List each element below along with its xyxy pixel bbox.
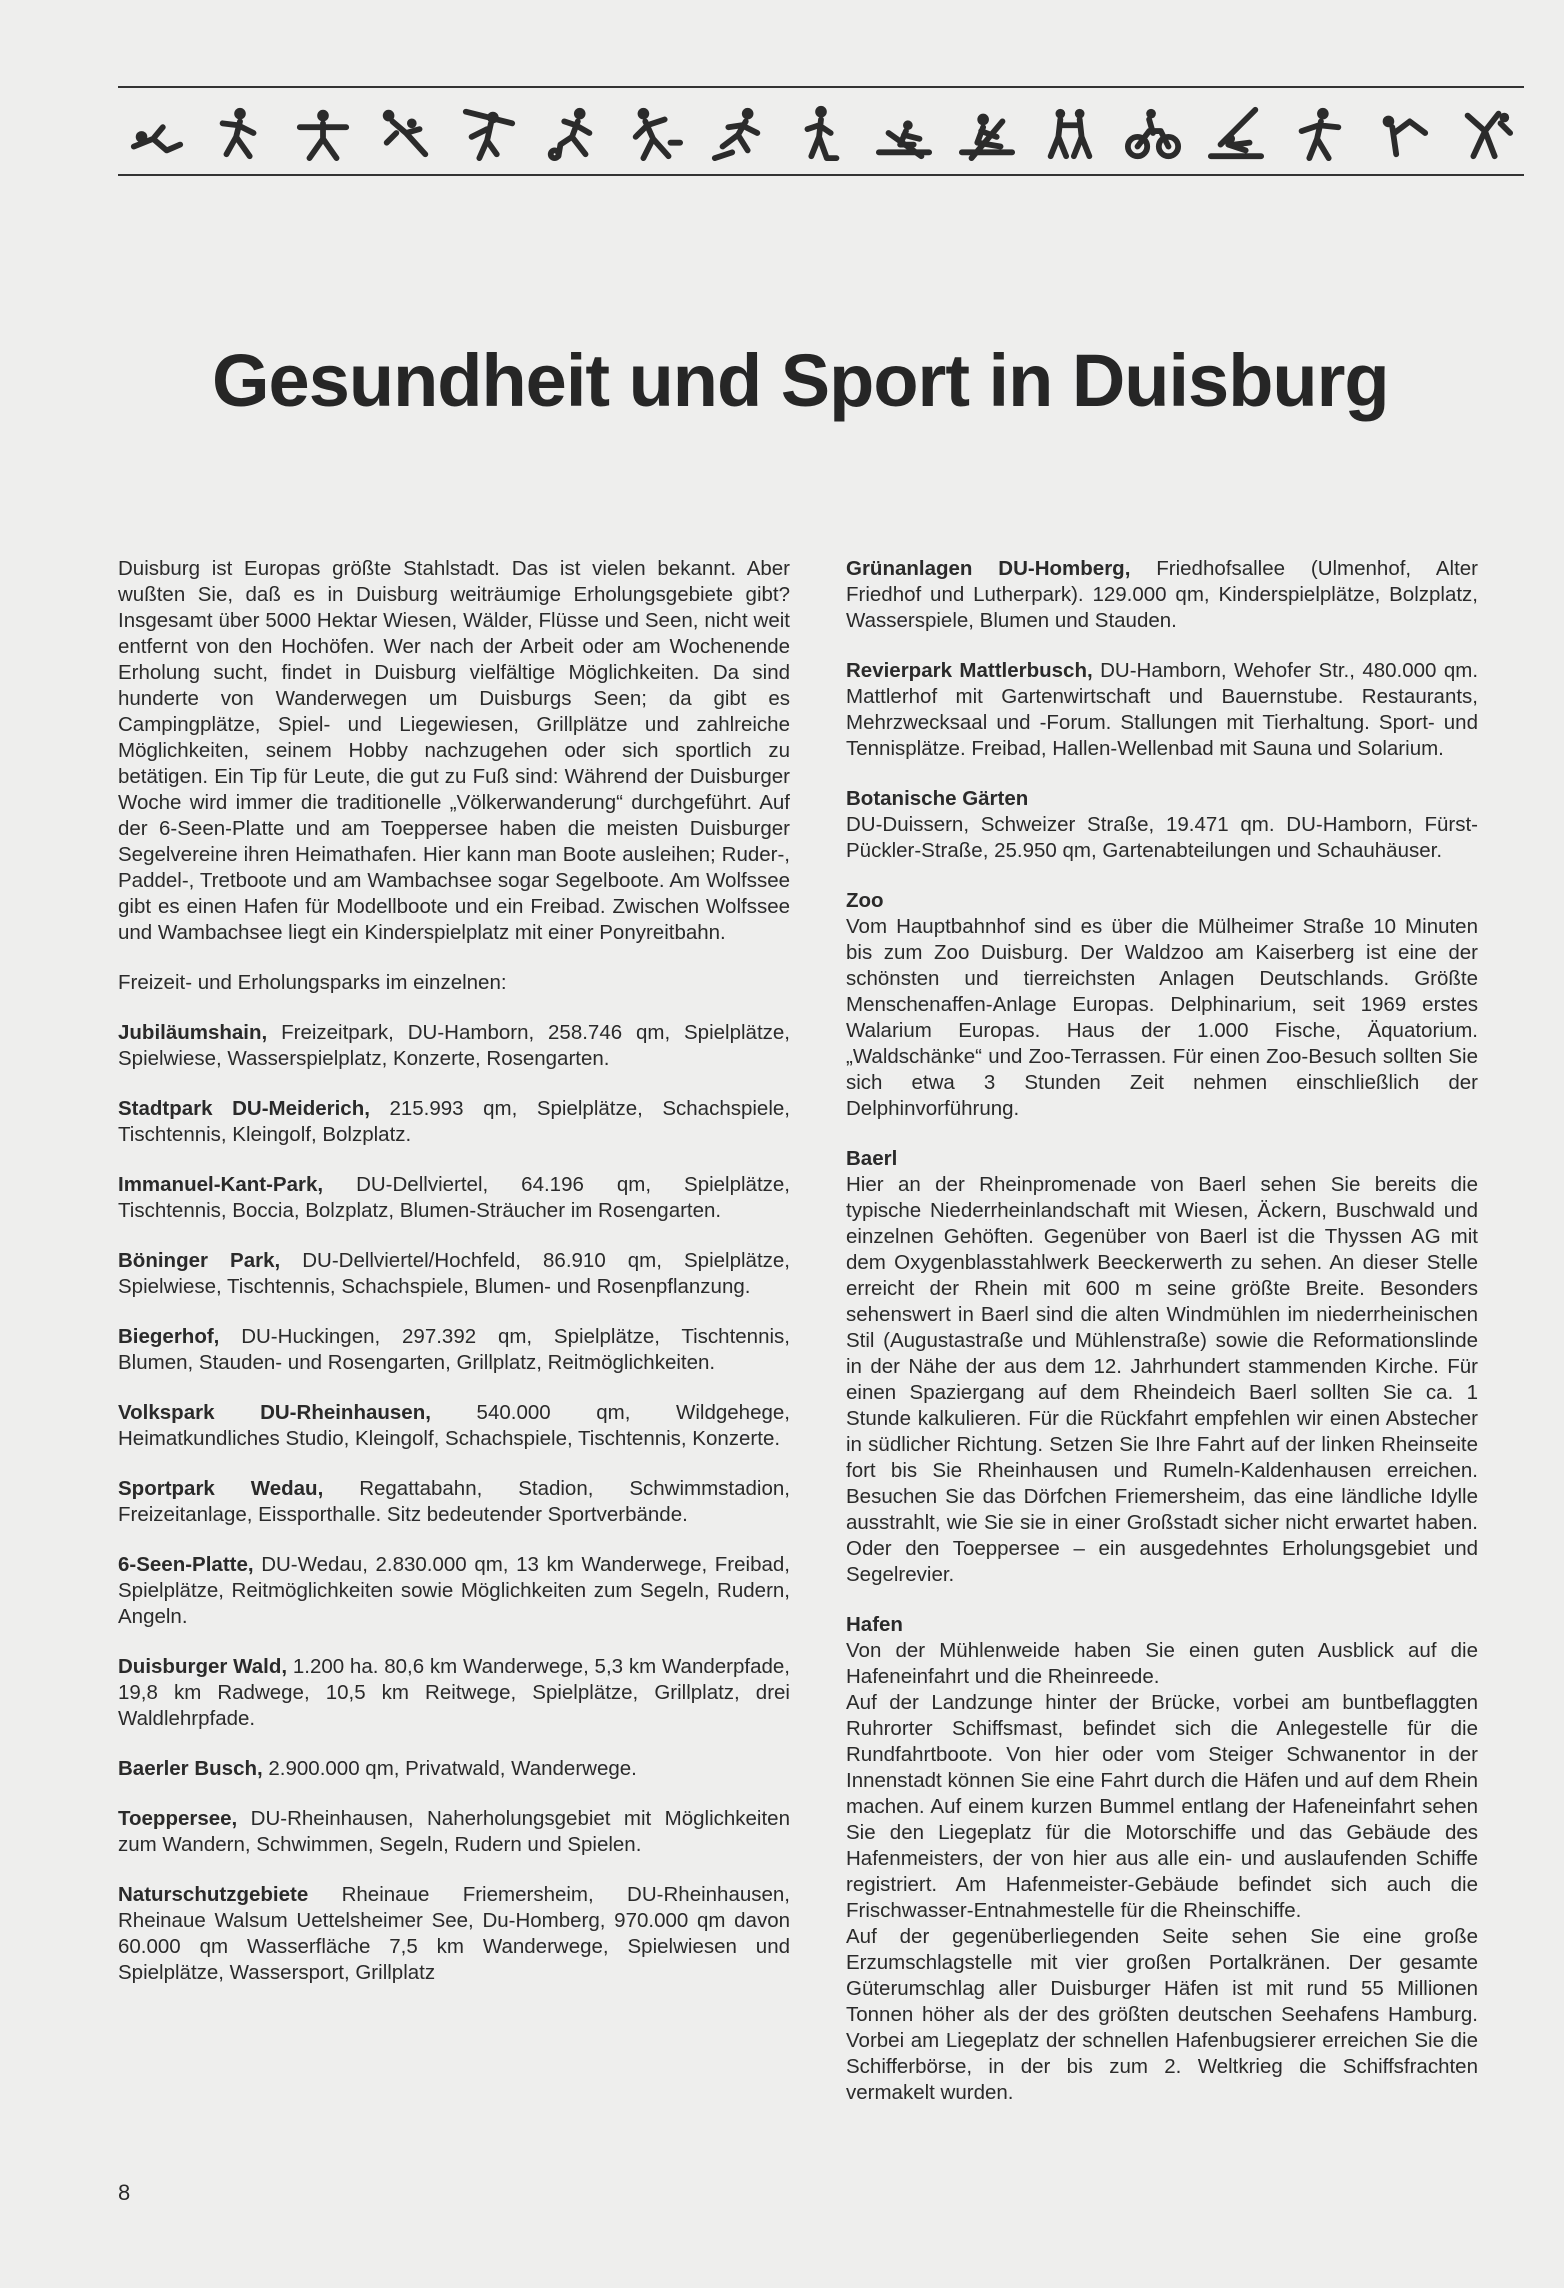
park-name: Böninger Park, (118, 1249, 281, 1272)
park-entry (118, 1020, 790, 1072)
park-text: DU-Hamborn, Wehofer Str., 480.000 qm. Mattlerhof mit Gartenwirtschaft und Bauernstube. Restaurants, Mehrzwecksaal und -Forum. Stallungen mit Tierhaltung. Sport- und Tennisplätze. Freibad, Hallen-Wellenbad mit Sauna und Solarium. (846, 659, 1479, 760)
section-botanical (846, 786, 1478, 864)
park-name: Immanuel-Kant-Park, (118, 1173, 324, 1196)
park-text: Freizeitpark, DU-Hamborn, 258.746 qm, Spielplätze, Spielwiese, Wasserspielplatz, Konzerte, Rosengarten. (118, 1021, 790, 1070)
park-name: Biegerhof, (118, 1325, 220, 1348)
park-entry (118, 1248, 790, 1300)
park-text: DU-Dellviertel/Hochfeld, 86.910 qm, Spielplätze, Spielwiese, Tischtennis, Schachspiele, Blumen- und Rosenpflanzung. (118, 1249, 790, 1298)
park-entry (118, 1096, 790, 1148)
cycling-icon (1124, 100, 1182, 166)
section-hafen (846, 1612, 1478, 1690)
section-heading: Hafen (846, 1613, 903, 1636)
sport-pictogram-row (118, 92, 1524, 174)
park-text: DU-Wedau, 2.830.000 qm, 13 km Wanderwege, Freibad, Spielplätze, Reitmöglichkeiten sowie Möglichkeiten zum Segeln, Rudern, Angeln. (118, 1553, 790, 1628)
park-text: 1.200 ha. 80,6 km Wanderwege, 5,3 km Wanderpfade, 19,8 km Radwege, 10,5 km Reitwege, Spielplätze, Grillplatz, drei Waldlehrpfade. (118, 1655, 790, 1730)
section-text: DU-Duissern, Schweizer Straße, 19.471 qm. DU-Hamborn, Fürst-Pückler-Straße, 25.950 qm, Gartenabteilungen und Schauhäuser. (846, 813, 1478, 862)
judo-icon (377, 100, 435, 166)
section-text: Von der Mühlenweide haben Sie einen guten Ausblick auf die Hafeneinfahrt und die Rheinreede. (846, 1639, 1478, 1688)
section-text: Vom Hauptbahnhof sind es über die Mülheimer Straße 10 Minuten bis zum Zoo Duisburg. Der Waldzoo am Kaiserberg ist eine der schönsten und tierreichsten Anlagen Deutschlands. Größte Menschenaffen-Anlage Europas. Delphinarium, seit 1969 erstes Walarium Europas. Haus der 1.000 Fische, Äquatorium. „Waldschänke“ und Zoo-Terrassen. Für einen Zoo-Besuch sollten Sie sich etwa 3 Stunden Zeit nehmen einschließlich der Delphinvorführung. (846, 915, 1478, 1120)
park-text: 2.900.000 qm, Privatwald, Wanderwege. (268, 1757, 637, 1780)
hockey-icon (709, 100, 767, 166)
left-column (118, 556, 790, 2010)
section-heading: Zoo (846, 889, 884, 912)
section-heading: Botanische Gärten (846, 787, 1029, 810)
park-entry (118, 1476, 790, 1528)
park-name: Revierpark Mattlerbusch, (846, 659, 1093, 682)
park-entry (118, 1882, 790, 1986)
section-text: Hier an der Rheinpromenade von Baerl sehen Sie bereits die typische Niederrheinlandschaft mit Wiesen, Äckern, Buschwald und einzelnen Gehöften. Gegenüber von Baerl ist die Thyssen AG mit dem Oxygenblasstahlwerk Beeckerwerth zu sehen. An dieser Stelle erreicht der Rhein mit 600 m seine größte Breite. Besonders sehenswert in Baerl sind die alten Windmühlen im niederrheinischen Stil (Augustastraße und Mühlenstraße) sowie die Reformationslinde in der Nähe der aus dem 12. Jahrhundert stammenden Kirche. Für einen Spaziergang auf dem Rheindeich Baerl sollten Sie ca. 1 Stunde kalkulieren. Für die Rückfahrt empfehlen wir einen Abstecher in südlicher Richtung. Setzen Sie Ihre Fahrt auf der linken Rheinseite fort bis Sie Rheinhausen und Rumeln-Kaldenhausen erreichen. Besuchen Sie das Dörfchen Friemersheim, das eine ländliche Idylle ausstrahlt, wie Sie sie in einer Großstadt sicher nicht erwartet haben. Oder den Toeppersee – ein ausgedehntes Erholungsgebiet und Segelrevier. (846, 1173, 1478, 1586)
athletics-icon (211, 100, 269, 166)
park-text: Rheinaue Friemersheim, DU-Rheinhausen, Rheinaue Walsum Uettelsheimer See, Du-Homberg, 970.000 qm davon 60.000 qm Wasserfläche 7,5 km Wanderwege, Spielwiesen und Spielplätze, Wassersport, Grillplatz (118, 1883, 790, 1984)
swimming-icon (1373, 100, 1431, 166)
park-name: Toeppersee, (118, 1807, 238, 1830)
bottom-rule (118, 174, 1524, 176)
running-icon (792, 100, 850, 166)
park-name: Volkspark DU-Rheinhausen, (118, 1401, 431, 1424)
page-number: 8 (118, 2180, 131, 2205)
fencing-icon (294, 100, 352, 166)
top-rule (118, 86, 1524, 88)
park-entry (846, 658, 1478, 762)
handball-icon (543, 100, 601, 166)
archery-icon (1290, 100, 1348, 166)
park-name: Baerler Busch, (118, 1757, 263, 1780)
hafen-paragraph: Auf der Landzunge hinter der Brücke, vorbei am buntbeflaggten Ruhrorter Schiffsmast, befindet sich die Anlegestelle für die Rundfahrtboote. Von hier oder vom Steiger Schwanentor in der Innenstadt können Sie eine Fahrt durch die Häfen und auf dem Rhein machen. Auf einem kurzen Bummel entlang der Hafeneinfahrt sehen Sie den Liegeplatz für die Motorschiffe und das Gebäude des Hafenmeisters, der von hier aus alle ein- und auslaufenden Schiffe registriert. Am Hafenmeister-Gebäude befindet sich auch die Frischwasser-Entnahmestelle für die Rheinschiffe. (846, 1691, 1478, 1922)
canoe-icon (958, 100, 1016, 166)
park-text: 540.000 qm, Wildgehege, Heimatkundliches Studio, Kleingolf, Schachspiele, Tischtennis, Konzerte. (118, 1401, 790, 1450)
park-name: Duisburger Wald, (118, 1655, 288, 1678)
park-name: 6-Seen-Platte, (118, 1553, 254, 1576)
park-name: Grünanlagen DU-Homberg, (846, 557, 1131, 580)
park-text: DU-Huckingen, 297.392 qm, Spielplätze, Tischtennis, Blumen, Stauden- und Rosengarten, Grillplatz, Reitmöglichkeiten. (118, 1325, 790, 1374)
hafen-paragraph: Auf der gegenüberliegenden Seite sehen Sie eine große Erzumschlagstelle mit vier großen Portalkränen. Der gesamte Güterumschlag aller Duisburger Häfen ist mit rund 55 Millionen Tonnen höher als der des größten deutschen Seehafens Hamburg. Vorbei am Liegeplatz der schnellen Hafenbugsierer erreichen Sie die Schifferbörse, in der bis zum 2. Weltkrieg die Schiffsfrachten vermakelt wurden. (846, 1925, 1478, 2104)
gymnastics-icon (128, 100, 186, 166)
park-entry (118, 1654, 790, 1732)
park-text: DU-Rheinhausen, Naherholungsgebiet mit Möglichkeiten zum Wandern, Schwimmen, Segeln, Rudern und Spielen. (118, 1807, 790, 1856)
wrestling-icon (1041, 100, 1099, 166)
parks-intro: Freizeit- und Erholungsparks im einzelnen: (118, 971, 507, 994)
weightlifting-icon (460, 100, 518, 166)
park-name: Jubiläumshain, (118, 1021, 268, 1044)
section-heading: Baerl (846, 1147, 898, 1170)
park-entry (118, 1756, 790, 1782)
park-entry (846, 556, 1478, 634)
park-entry (118, 1400, 790, 1452)
intro-paragraph: Duisburg ist Europas größte Stahlstadt. Das ist vielen bekannt. Aber wußten Sie, daß es in Duisburg weiträumige Erholungsgebiete gibt? Insgesamt über 5000 Hektar Wiesen, Wälder, Flüsse und Seen, nicht weit entfernt von den Hochöfen. Wer nach der Arbeit oder am Wochenende Erholung sucht, findet in Duisburg vielfältige Möglichkeiten. Da sind hunderte von Wanderwegen um Duisburgs Seen; da gibt es Campingplätze, Spiel- und Liegewiesen, Grillplätze und zahlreiche Möglichkeiten, seinem Hobby nachzugehen oder sich sportlich zu betätigen. Ein Tip für Leute, die gut zu Fuß sind: Während der Duisburger Woche wird immer die traditionelle „Völkerwanderung“ durchgeführt. Auf der 6-Seen-Platte und am Toeppersee haben die meisten Duisburger Segelvereine ihren Heimathafen. Hier kann man Boote ausleihen; Ruder-, Paddel-, Tretboote und am Wambachsee sogar Segelboote. Am Wolfssee gibt es einen Hafen für Modellboote und ein Freibad. Zwischen Wolfssee und Wambachsee liegt ein Kinderspielplatz mit einer Ponyreitbahn. (118, 557, 790, 944)
park-name: Naturschutzgebiete (118, 1883, 309, 1906)
park-name: Stadtpark DU-Meiderich, (118, 1097, 370, 1120)
page-title: Gesundheit und Sport in Duisburg (212, 339, 1389, 422)
park-text: Friedhofsallee (Ulmenhof, Alter Friedhof und Lutherpark). 129.000 qm, Kinderspielplätze, Bolzplatz, Wasserspiele, Blumen und Stauden. (846, 557, 1478, 632)
park-text: DU-Dellviertel, 64.196 qm, Spielplätze, Tischtennis, Boccia, Bolzplatz, Blumen-Sträucher im Rosengarten. (118, 1173, 791, 1222)
basketball-icon (626, 100, 684, 166)
park-entry (118, 1172, 790, 1224)
section-zoo (846, 888, 1478, 1122)
park-entry (118, 1806, 790, 1858)
park-text: Regattabahn, Stadion, Schwimmstadion, Freizeitanlage, Eissporthalle. Sitz bedeutender Sportverbände. (118, 1477, 790, 1526)
park-entry (118, 1552, 790, 1630)
rowing-icon (875, 100, 933, 166)
park-entry (118, 1324, 790, 1376)
section-baerl (846, 1146, 1478, 1588)
park-name: Sportpark Wedau, (118, 1477, 324, 1500)
right-column (846, 556, 1478, 2130)
equestrian-icon (1456, 100, 1514, 166)
park-text: 215.993 qm, Spielplätze, Schachspiele, Tischtennis, Kleingolf, Bolzplatz. (118, 1097, 790, 1146)
shooting-icon (1207, 100, 1265, 166)
